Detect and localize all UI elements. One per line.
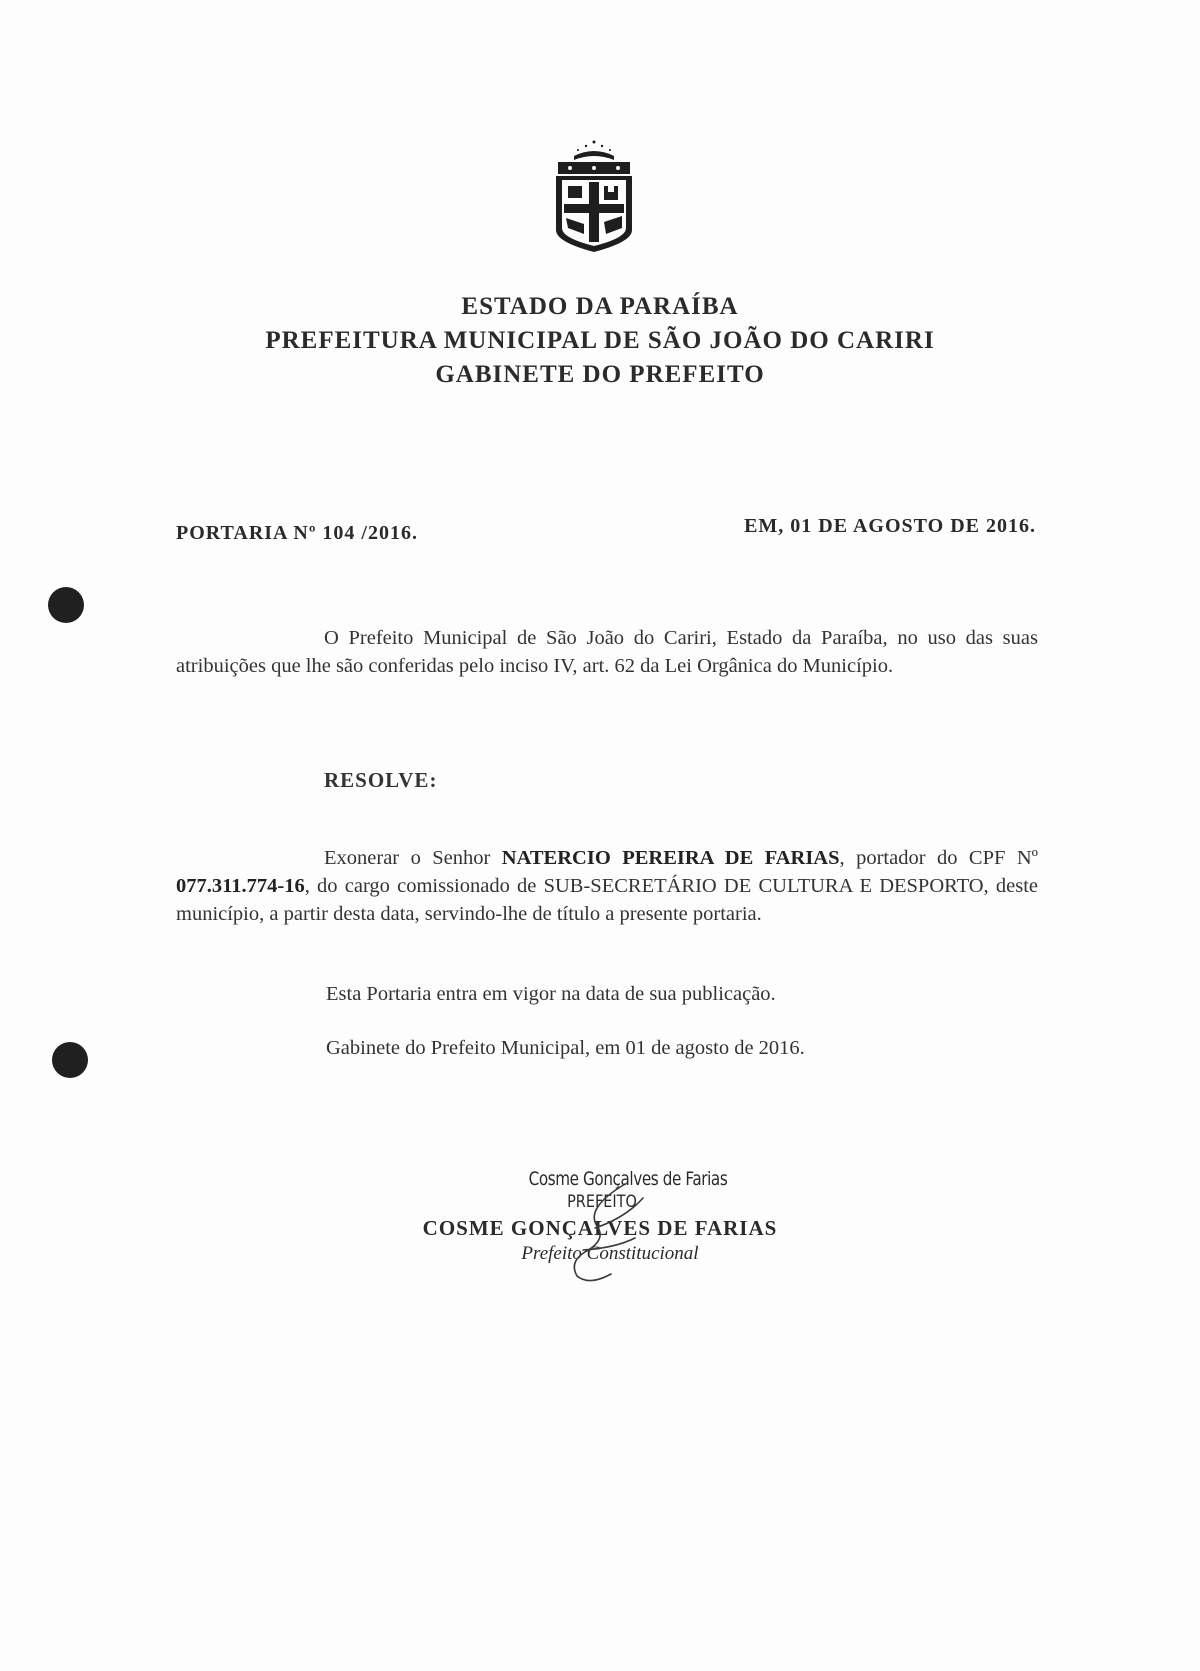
document-header — [0, 290, 1200, 392]
portaria-date: EM, 01 DE AGOSTO DE 2016. — [744, 515, 1036, 537]
cpf-number: 077.311.774-16 — [176, 875, 305, 897]
preamble-text: O Prefeito Municipal de São João do Cariri, Estado da Paraíba, no uso das suas atribuições que lhe são conferidas pelo inciso IV, art. 62 da Lei Orgânica do Município. — [176, 627, 1038, 677]
signatory-role: Prefeito Constitucional — [521, 1243, 699, 1264]
portaria-number: PORTARIA Nº 104 /2016. — [176, 522, 418, 544]
closing-paragraph: Gabinete do Prefeito Municipal, em 01 de agosto de 2016. — [326, 1037, 805, 1059]
header-municipality: PREFEITURA MUNICIPAL DE SÃO JOÃO DO CARIRI — [265, 327, 935, 354]
effective-date-paragraph: Esta Portaria entra em vigor na data de sua publicação. — [326, 983, 776, 1005]
punch-hole — [52, 1042, 88, 1078]
punch-hole — [48, 587, 84, 623]
coat-of-arms-icon — [548, 138, 640, 256]
handwritten-signature-icon — [555, 1178, 665, 1288]
resolve-heading: RESOLVE: — [324, 768, 438, 792]
header-office: GABINETE DO PREFEITO — [435, 361, 765, 388]
exoneration-text-2: , portador do CPF Nº — [839, 847, 1038, 869]
exonerated-name: NATERCIO PEREIRA DE FARIAS — [501, 847, 840, 869]
signature-stamp-title: PREFEITO — [567, 1192, 637, 1212]
exoneration-paragraph — [176, 844, 1038, 928]
exoneration-text-1: Exonerar o Senhor — [324, 847, 502, 869]
preamble-paragraph — [176, 624, 1038, 680]
header-state: ESTADO DA PARAÍBA — [461, 293, 739, 320]
signatory-name: COSME GONÇALVES DE FARIAS — [422, 1216, 778, 1240]
signature-block — [380, 1168, 820, 1265]
exoneration-text-4: , deste município, a partir desta data, servindo-lhe de título a presente portaria. — [176, 875, 1038, 925]
exoneration-text-3: , do cargo comissionado de SUB-SECRETÁRIO DE CULTURA E DESPORTO — [304, 875, 984, 897]
signature-stamp-name: Cosme Gonçalves de Farias — [528, 1168, 728, 1190]
